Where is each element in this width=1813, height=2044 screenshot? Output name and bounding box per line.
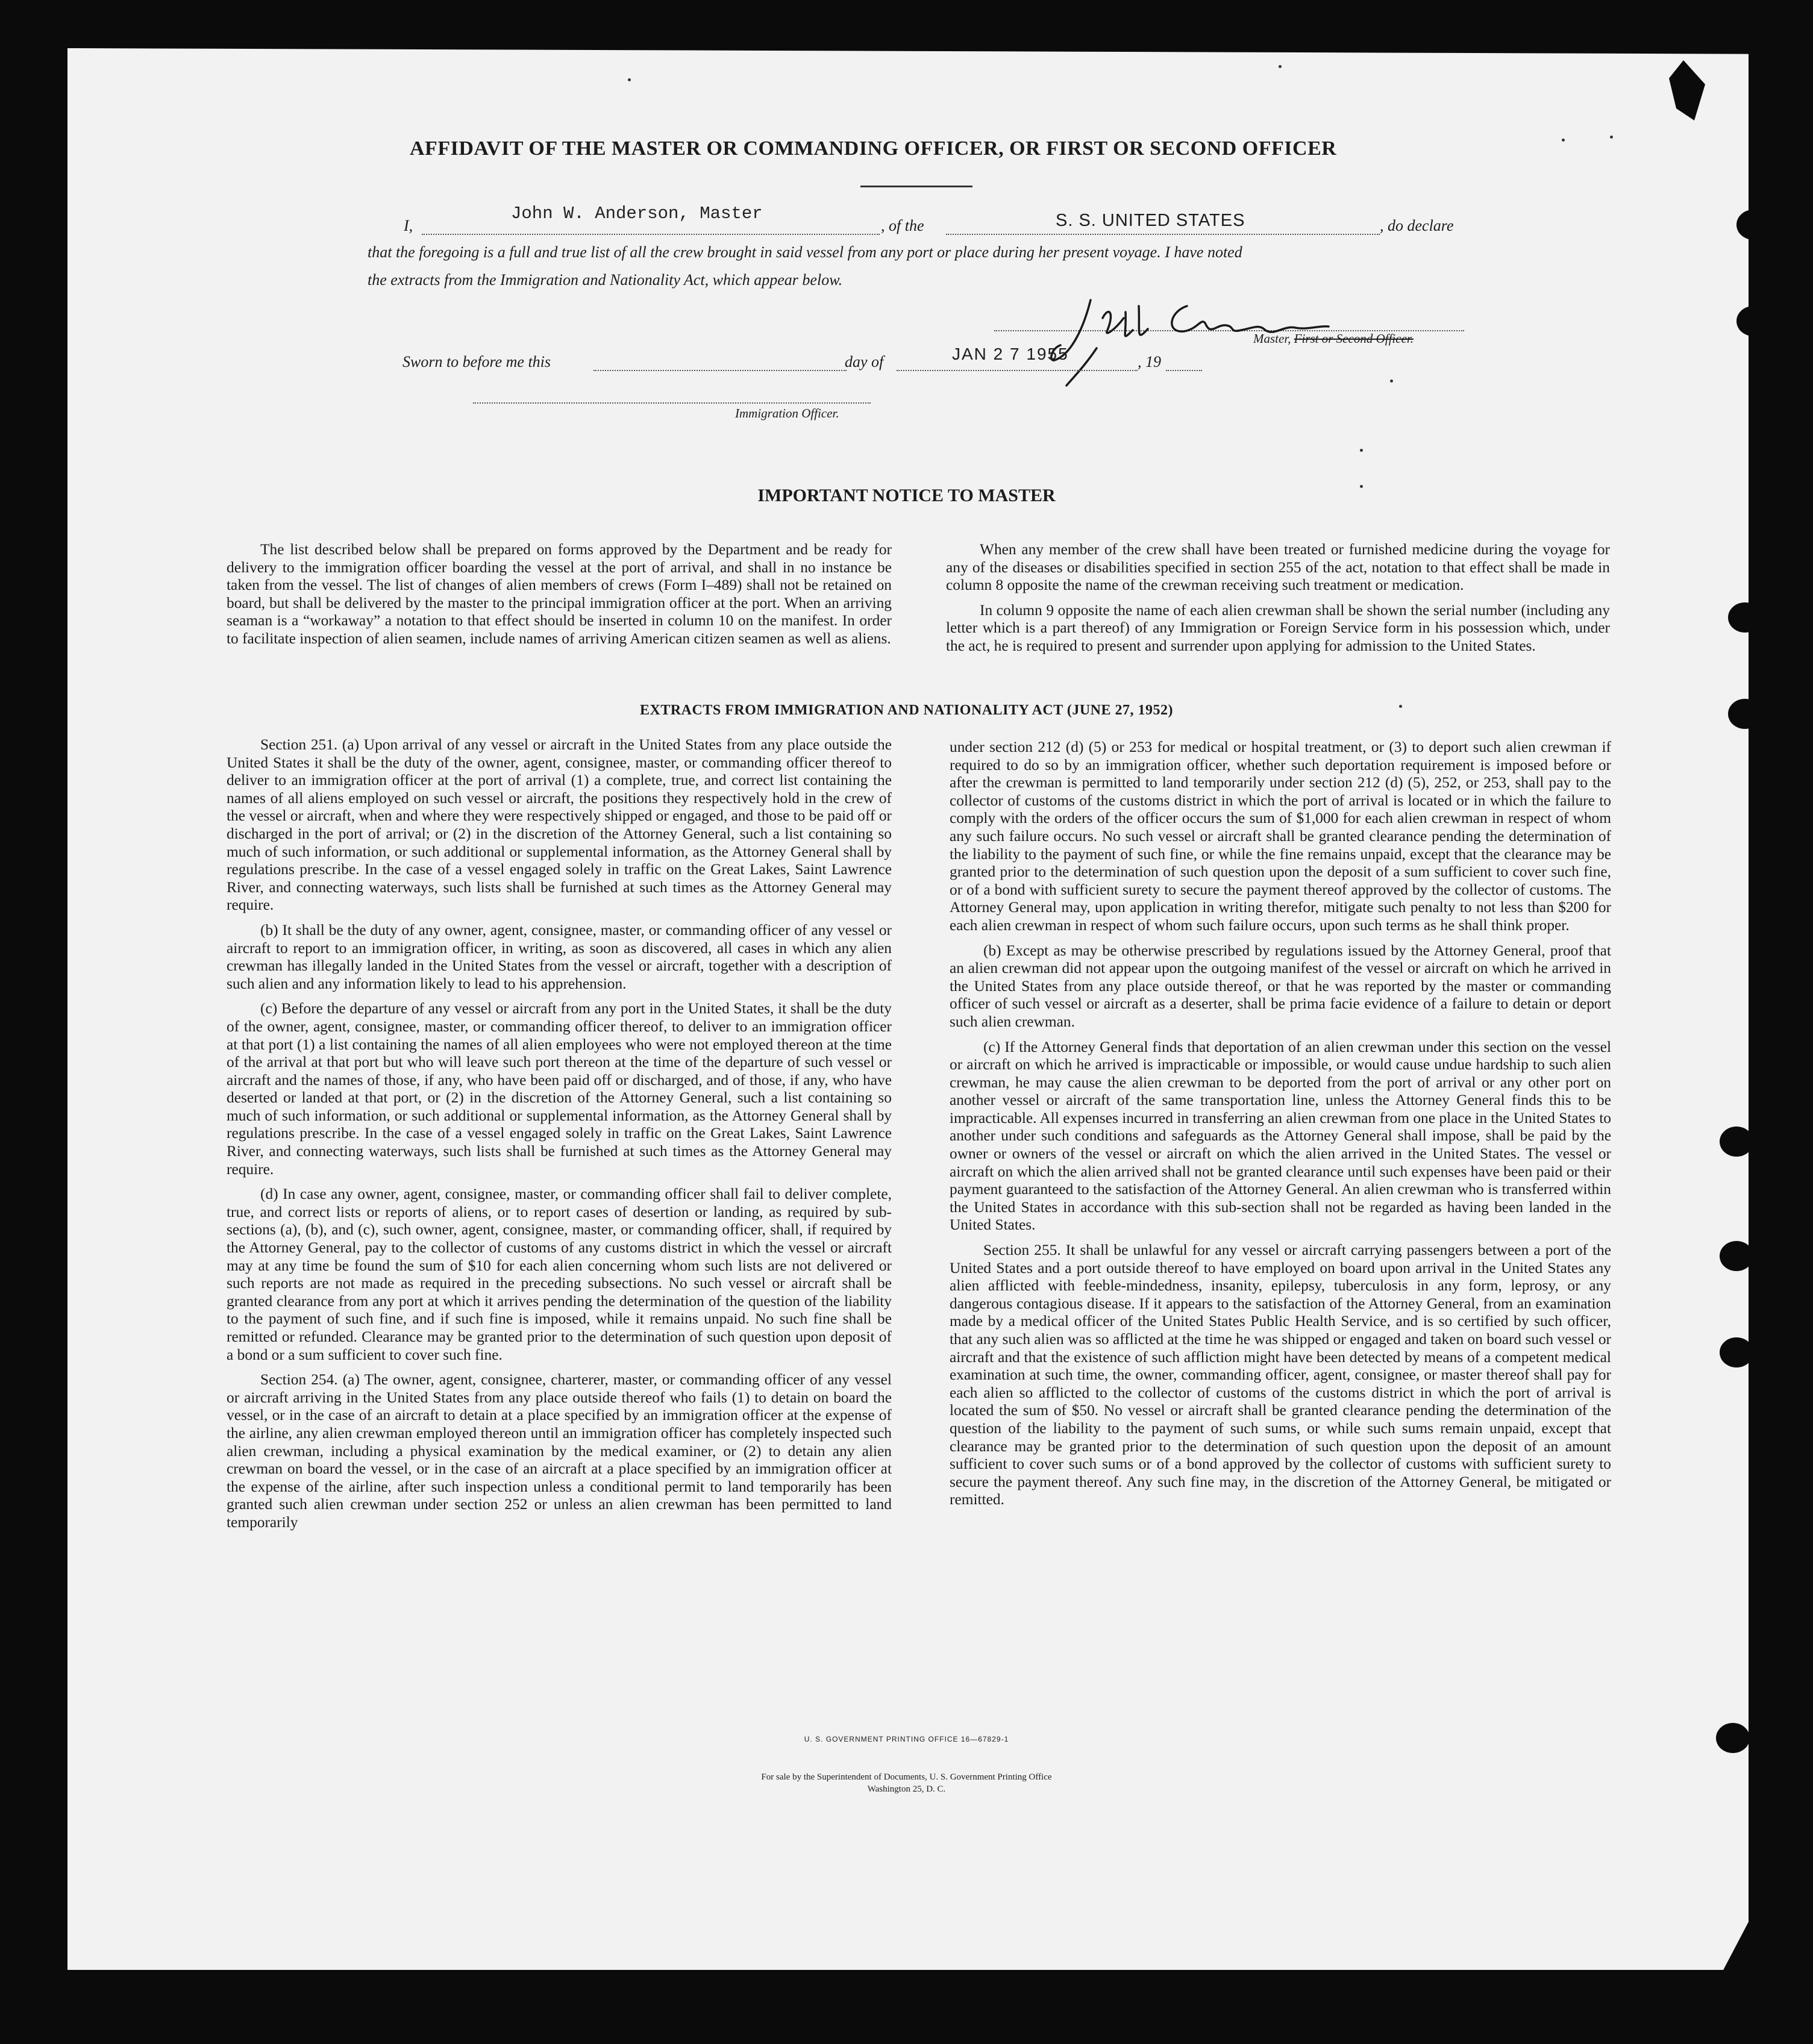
section-254a-continued: under section 212 (d) (5) or 253 for medical or hospital treatment, or (3) to deport such alien crewman if required to do so by an immigration officer, whether such deportation requirement is imposed before or after the crewman is permitted to land temporarily under section 212 (d) (5), 252, or 253, shall pay to the collector of customs of the customs district in which the port of arrival is located or in which the failure to comply with the orders of the officer occurs the sum of $1,000 for each alien crewman in respect of whom any such failure occurs. No such vessel or aircraft shall be granted clearance pending the determination of the liability to the payment of such fine, or while the fine remains unpaid, except that the clearance may be granted prior to the determination of such question upon the deposit of a sum sufficient to cover such fine, or of a bond with sufficient surety to secure the payment thereof approved by the collector of customs. The Attorney General may, upon application in writing therefor, mitigate such penalty to not less than $200 for each alien crewman in respect of whom such failure occurs, upon such terms as he shall think proper. <box>950 739 1611 934</box>
caption-struck-officer: First or Second Officer. <box>1294 331 1414 346</box>
extracts-right-column <box>950 739 1611 1516</box>
affidavit-title: AFFIDAVIT OF THE MASTER OR COMMANDING OFFICER, OR FIRST OR SECOND OFFICER <box>410 137 1337 160</box>
signature-caption <box>1253 331 1414 346</box>
vessel-name: S. S. UNITED STATES <box>1056 211 1245 230</box>
section-251a: Section 251. (a) Upon arrival of any vessel or aircraft in the United States from any place outside the United States it shall be the duty of the owner, agent, consignee, master, or commanding officer thereof to deliver to an immigration officer at the port of arrival (1) a complete, true, and correct list containing the names of all aliens employed on such vessel or aircraft, the positions they respectively hold in the crew of the vessel or aircraft, when and where they were respectively shipped or engaged, and those to be paid off or discharged in the port of arrival; or (2) in the discretion of the Attorney General, such a list containing so much of such information, or such additional or supplemental information, as the Attorney General shall by regulations prescribe. In the case of a vessel engaged solely in traffic on the Great Lakes, Saint Lawrence River, and connecting waterways, such lists shall be furnished at such times as the Attorney General may require. <box>227 736 892 914</box>
year-line <box>1166 370 1202 371</box>
statement-line-1: that the foregoing is a full and true list of all the crew brought in said vessel from any port or place during her present voyage. I have noted <box>368 243 1242 261</box>
section-251b: (b) It shall be the duty of any owner, agent, consignee, master, or commanding officer of any vessel or aircraft to report to an immigration officer, in writing, as soon as discovered, all cases in which any alien crewman has illegally landed in the United States from the vessel or aircraft, together with a description of such alien and any information likely to lead to his apprehension. <box>227 921 892 992</box>
day-of-label: day of <box>845 353 884 370</box>
binder-hole <box>1736 210 1770 240</box>
year-prefix: , 19 <box>1138 353 1161 370</box>
notice-right-paragraph-2: In column 9 opposite the name of each alien crewman shall be shown the serial number (including any letter which is a part thereof) of any Immigration or Foreign Service form in his possession which, under the act, he is required to present and surrender upon applying for admission to the United States. <box>946 601 1610 654</box>
binder-hole <box>1736 306 1770 336</box>
section-254a: Section 254. (a) The owner, agent, consignee, charterer, master, or commanding officer of any vessel or aircraft arriving in the United States from any place outside thereof who fails (1) to detain on board the vessel, or in the case of an aircraft to detain at a place specified by an immigration officer at the expense of the airline, any alien crewman employed thereon until an immigration officer has completely inspected such alien crewman, including a physical examination by the medical examiner, or (2) to detain any alien crewman on board the vessel, or in the case of an aircraft at a place specified by an immigration officer at the expense of the airline, after such inspection unless a conditional permit to land temporarily has been granted such alien crewman under section 252 or unless an alien crewman has been permitted to land temporarily <box>227 1371 892 1531</box>
do-declare-label: , do declare <box>1380 217 1454 234</box>
immigration-officer-caption: Immigration Officer. <box>735 406 839 420</box>
sworn-date-stamp: JAN 2 7 1955 <box>952 345 1069 363</box>
sworn-label: Sworn to before me this <box>402 353 551 370</box>
binder-hole <box>1720 1337 1753 1367</box>
footer-line-2: Washington 25, D. C. <box>867 1784 946 1794</box>
notice-right-paragraph-1: When any member of the crew shall have been treated or furnished medicine during the voyage for any of the diseases or disabilities specified in section 255 of the act, notation to that effect shall be made in column 8 opposite the name of the crewman receiving such treatment or medication. <box>946 541 1610 594</box>
scan-speck <box>1562 139 1565 142</box>
section-254b: (b) Except as may be otherwise prescribed by regulations issued by the Attorney General, proof that an alien crewman did not appear upon the outgoing manifest of the vessel or aircraft on which he arrived in the United States from any place outside thereof, or that he was reported by the master or commanding officer of such vessel or aircraft as a deserter, shall be prima facie evidence of a failure to detain or deport such alien crewman. <box>950 942 1611 1030</box>
section-251c: (c) Before the departure of any vessel or aircraft from any port in the United States, it shall be the duty of the owner, agent, consignee, master, or commanding officer thereof, to deliver to an immigration officer at that port (1) a list containing the names of all alien employees who were not employed thereon at the time of the arrival at that port but who will leave such port thereon at the time of the departure of such vessel or aircraft and the names of those, if any, who have been paid off or discharged, and of those, if any, who have deserted or landed at that port, or (2) in the discretion of the Attorney General, such a list containing so much of such information, or such additional or supplemental information, as the Attorney General shall by regulations prescribe. In the case of a vessel engaged solely in traffic on the Great Lakes, Saint Lawrence River, and connecting waterways, such lists shall be furnished at such times as the Attorney General may require. <box>227 1000 892 1178</box>
extracts-left-column <box>227 736 892 1539</box>
footer-line-1: For sale by the Superintendent of Documents, U. S. Government Printing Office <box>761 1772 1052 1782</box>
scan-speck <box>1279 65 1282 68</box>
scan-speck <box>628 78 631 81</box>
scan-speck <box>1390 380 1393 383</box>
title-rule <box>860 186 972 187</box>
declarant-name: John W. Anderson, Master <box>511 204 763 223</box>
binder-hole <box>1720 1127 1753 1157</box>
extracts-title: EXTRACTS FROM IMMIGRATION AND NATIONALITY ACT (JUNE 27, 1952) <box>640 702 1173 718</box>
declarant-prefix: I, <box>404 217 413 234</box>
notice-right-column <box>946 541 1610 663</box>
section-255: Section 255. It shall be unlawful for any vessel or aircraft carrying passengers between a port of the United States and a port outside thereof to have employed on board upon arrival in the United States any alien afflicted with feeble-mindedness, insanity, epilepsy, tuberculosis in any form, leprosy, or any dangerous contagious disease. If it appears to the satisfaction of the Attorney General, from an examination made by a medical officer of the United States Public Health Service, and is so certified by such officer, that any such alien was so afflicted at the time he was shipped or engaged and taken on board such vessel or aircraft and that the existence of such affliction might have been detected by means of a competent medical examination at such time, the owner, commanding officer, agent, consignee, or master thereof shall pay for each alien so afflicted to the collector of customs of the customs district in which the port of arrival is located the sum of $50. No vessel or aircraft shall be granted clearance pending the determination of the question of the liability to the payment of such sums, or while such sums remain unpaid, except that clearance may be granted prior to the determination of such question upon the deposit of an amount sufficient to cover such sums or of a bond approved by the collector of customs with sufficient surety to secure the payment thereof. Any such fine may, in the discretion of the Attorney General, be mitigated or remitted. <box>950 1242 1611 1508</box>
sworn-day-line <box>593 370 847 371</box>
statement-line-2: the extracts from the Immigration and Nationality Act, which appear below. <box>368 271 843 289</box>
binder-hole <box>1728 602 1762 633</box>
notice-left-column <box>227 541 892 655</box>
scan-speck <box>1360 449 1363 452</box>
caption-master: Master, <box>1253 331 1291 346</box>
binder-hole <box>1720 1241 1753 1271</box>
of-the-label: , of the <box>881 217 924 234</box>
sale-footer <box>0 1771 1813 1795</box>
vessel-line <box>946 234 1380 235</box>
section-254c: (c) If the Attorney General finds that deportation of an alien crewman under this section on the vessel or aircraft on which he arrived is impracticable or impossible, or would cause undue hardship to such alien crewman, he may cause the alien crewman to be deported from the port of arrival or any other port on another vessel or aircraft of the same transportation line, unless the Attorney General finds this to be impracticable. All expenses incurred in transferring an alien crewman from one place in the United States to another under such conditions and safeguards as the Attorney General shall impose, shall be paid by the owner or owners of the vessel or aircraft on which the alien arrived in the United States. The vessel or aircraft on which the alien arrived shall not be granted clearance until such expenses have been paid or their payment guaranteed to the satisfaction of the Attorney General. An alien crewman who is transferred within the United States in accordance with this sub-section shall not be regarded as having been landed in the United States. <box>950 1038 1611 1234</box>
notice-left-paragraph: The list described below shall be prepared on forms approved by the Department and be ready for delivery to the immigration officer boarding the vessel at the port of arrival, and shall in no instance be taken from the vessel. The list of changes of alien members of crews (Form I–489) shall not be retained on board, but shall be delivered by the master to the principal immigration officer at the port. When an arriving seaman is a “workaway” a notation to that effect should be inserted in column 10 on the manifest. In order to facilitate inspection of alien seamen, include names of arriving American citizen seamen as well as aliens. <box>227 541 892 647</box>
notice-title: IMPORTANT NOTICE TO MASTER <box>757 486 1056 505</box>
scan-speck <box>1610 136 1613 139</box>
declarant-line <box>422 234 880 235</box>
printer-line: U. S. GOVERNMENT PRINTING OFFICE 16—67829-1 <box>804 1735 1009 1743</box>
section-251d: (d) In case any owner, agent, consignee, master, or commanding officer shall fail to deliver complete, true, and correct lists or reports of aliens, or to report cases of desertion or landing, as required by sub-sections (a), (b), and (c), such owner, agent, consignee, master, or commanding officer, shall, if required by the Attorney General, pay to the collector of customs of any customs district in which the vessel or aircraft may at any time be found the sum of $10 for each alien concerning whom such lists are not delivered or such reports are not made as required in the preceding subsections. No such vessel or aircraft shall be granted clearance from any port at which it arrives pending the determination of the question of the liability to the payment of such fine, and if such fine is imposed, while it remains unpaid. No such fine shall be remitted or refunded. Clearance may be granted prior to the determination of such question upon deposit of a bond or a sum sufficient to cover such fine. <box>227 1186 892 1363</box>
immigration-officer-line <box>473 402 871 404</box>
sworn-month-line <box>897 370 1138 371</box>
